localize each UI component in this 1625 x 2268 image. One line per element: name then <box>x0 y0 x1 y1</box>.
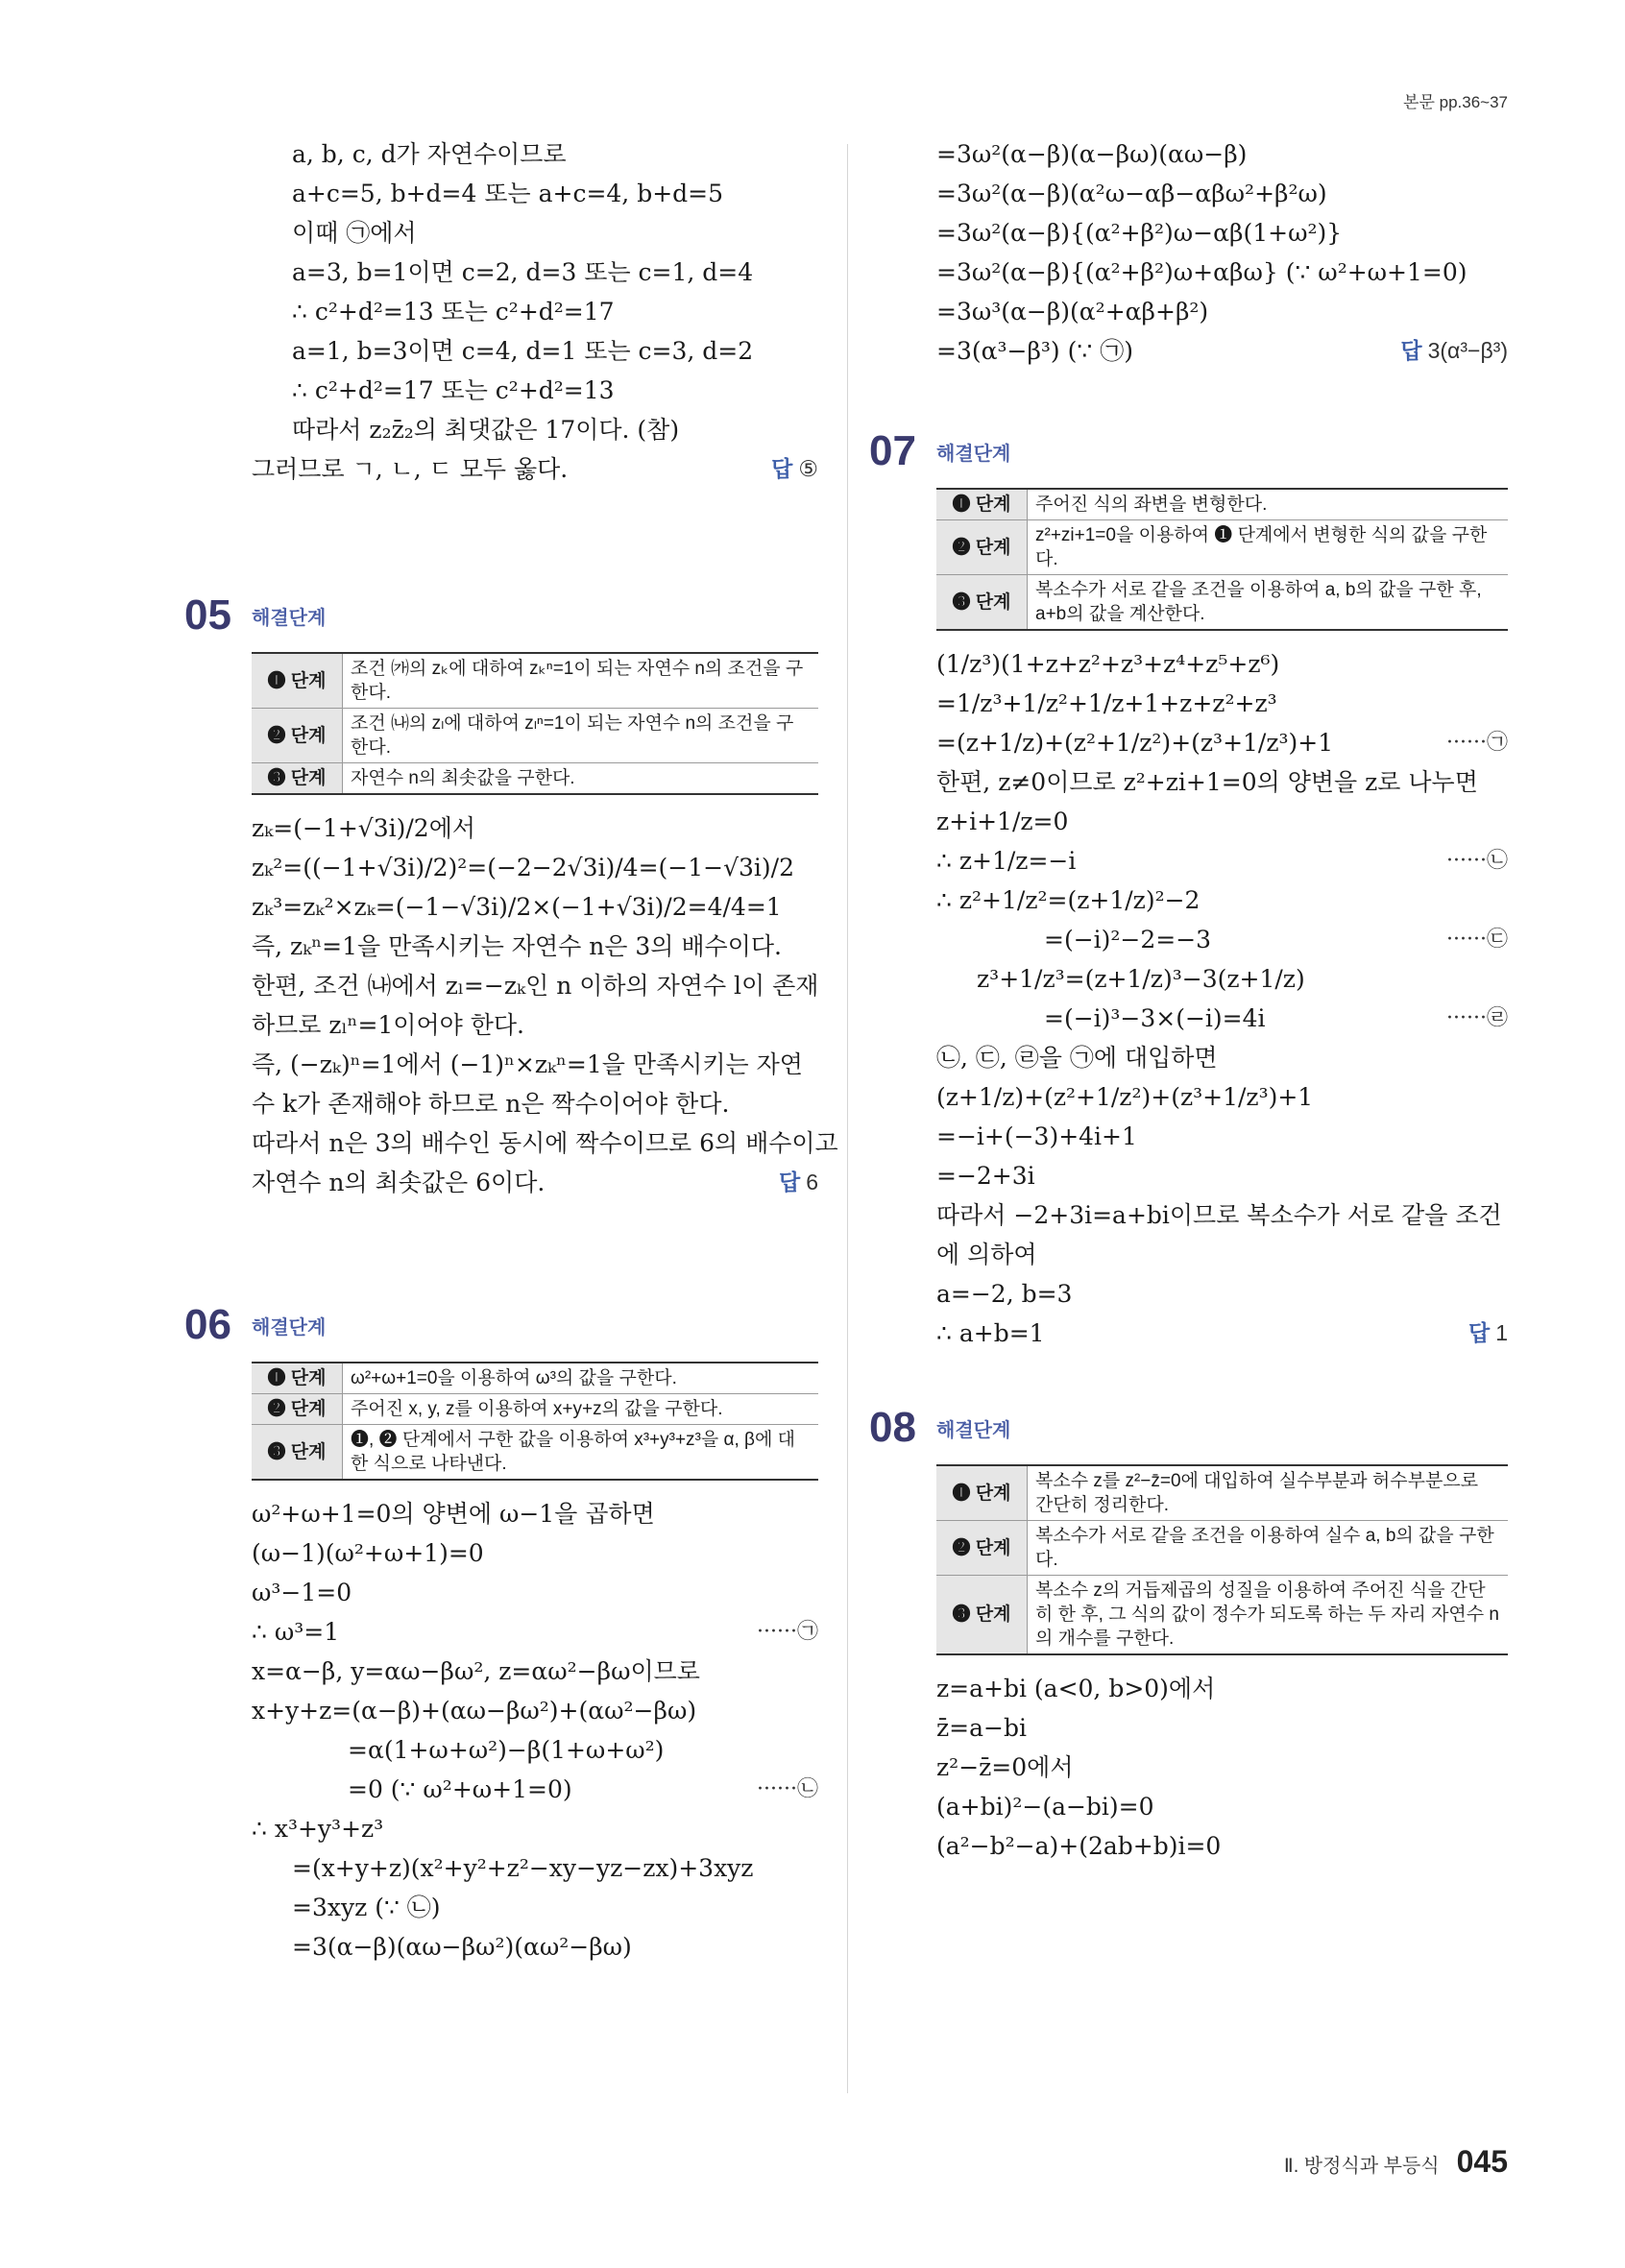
step-number: ❷ 단계 <box>936 1521 1028 1576</box>
text-line: (a+bi)²−(a−bi)=0 <box>936 1793 1154 1821</box>
answer-value: 1 <box>1495 1320 1508 1345</box>
text-line <box>936 644 1508 684</box>
text-line <box>252 1770 818 1809</box>
section-header <box>184 1298 818 1352</box>
text-line <box>936 1077 1508 1117</box>
equation-tag: ······㉠ <box>757 1620 818 1644</box>
equation-text: 따라서 −2+3i=a+bi이므로 복소수가 서로 같을 조건 <box>936 1201 1502 1229</box>
equation-text: =(−i)²−2=−3 <box>1044 926 1212 953</box>
equation-text: ㉡, ㉢, ㉣을 ㉠에 대입하면 <box>936 1044 1218 1072</box>
equation-tag: ······㉠ <box>1446 731 1508 755</box>
step-row <box>252 1394 818 1425</box>
conclusion-text: =3(α³−β³) (∵ ㉠) <box>936 337 1133 365</box>
text-line: 따라서 z₂z̄₂의 최댓값은 17이다. (참) <box>292 416 680 444</box>
equation-block <box>252 1494 818 1966</box>
text-line <box>936 684 1508 723</box>
text-line <box>252 1494 818 1533</box>
equation-text: (1/z³)(1+z+z²+z³+z⁴+z⁵+z⁶) <box>936 650 1280 678</box>
equation-tag: ······㉡ <box>757 1777 818 1801</box>
step-text: 복소수가 서로 같을 조건을 이용하여 실수 a, b의 값을 구한다. <box>1028 1521 1509 1576</box>
equation-tag: ······㉣ <box>1446 1006 1508 1030</box>
step-row <box>252 763 818 795</box>
section-label: 해결단계 <box>252 1316 327 1339</box>
conclusion-text: ∴ a+b=1 <box>936 1319 1045 1347</box>
text-line: (a²−b²−a)+(2ab+b)i=0 <box>936 1832 1222 1860</box>
step-number: ❶ 단계 <box>936 489 1028 520</box>
text-line <box>936 1195 1508 1235</box>
conclusion-line <box>936 1314 1508 1353</box>
equation-text: =3xyz (∵ ㉡) <box>292 1894 441 1921</box>
text-line: =3ω³(α−β)(α²+αβ+β²) <box>936 298 1209 326</box>
equation-text: =−i+(−3)+4i+1 <box>936 1122 1137 1150</box>
text-line: 이때 ㉠에서 <box>292 219 417 247</box>
equation-text: =0 (∵ ω²+ω+1=0) <box>348 1775 572 1803</box>
step-text: 주어진 x, y, z를 이용하여 x+y+z의 값을 구한다. <box>343 1394 819 1425</box>
text-line: ∴ c²+d²=17 또는 c²+d²=13 <box>292 376 615 404</box>
text-line: a=3, b=1이면 c=2, d=3 또는 c=1, d=4 <box>292 258 754 286</box>
text-line: a, b, c, d가 자연수이므로 <box>292 140 567 168</box>
text-line <box>936 999 1508 1038</box>
answer-badge <box>771 449 818 489</box>
solution-04-continuation <box>252 134 818 489</box>
section-label: 해결단계 <box>936 1419 1011 1441</box>
equation-text: x+y+z=(α−β)+(αω−βω²)+(αω²−βω) <box>252 1697 697 1725</box>
equation-text: 에 의하여 <box>936 1241 1037 1268</box>
step-text: ω²+ω+1=0을 이용하여 ω³의 값을 구한다. <box>343 1363 819 1394</box>
solution-06-continuation <box>936 134 1508 371</box>
equation-text: =(−i)³−3×(−i)=4i <box>1044 1004 1266 1032</box>
text-line <box>936 723 1508 762</box>
step-text: 조건 ㈎의 zₖ에 대하여 zₖⁿ=1이 되는 자연수 n의 조건을 구한다. <box>343 653 819 709</box>
chapter-title: Ⅱ. 방정식과 부등식 <box>1283 2156 1440 2177</box>
equation-text: z+i+1/z=0 <box>936 808 1069 835</box>
solution-07 <box>869 424 1508 1353</box>
step-text: 복소수 z의 거듭제곱의 성질을 이용하여 주어진 식을 간단히 한 후, 그 식의 값이 정수가 되도록 하는 두 자리 자연수 n의 개수를 구한다. <box>1028 1576 1509 1655</box>
text-line <box>252 1927 818 1966</box>
conclusion-text: 자연수 n의 최솟값은 6이다. <box>252 1169 546 1196</box>
answer-badge <box>1400 331 1508 371</box>
answer-value: 6 <box>806 1170 818 1194</box>
step-number: ❸ 단계 <box>936 575 1028 631</box>
text-line <box>936 959 1508 999</box>
section-label: 해결단계 <box>252 607 327 629</box>
equation-block <box>936 644 1508 1314</box>
equation-text: =(x+y+z)(x²+y²+z²−xy−yz−zx)+3xyz <box>292 1854 754 1882</box>
step-row <box>936 489 1508 520</box>
equation-tag: ······㉡ <box>1446 849 1508 873</box>
text-line <box>936 841 1508 881</box>
step-row <box>252 709 818 763</box>
step-number: ❶ 단계 <box>936 1465 1028 1521</box>
step-text: 자연수 n의 최솟값을 구한다. <box>343 763 819 795</box>
page-number: 045 <box>1456 2144 1508 2179</box>
text-line <box>252 1612 818 1652</box>
text-line: 하므로 zₗⁿ=1이어야 한다. <box>252 1011 524 1039</box>
column-divider <box>847 144 848 2093</box>
section-header <box>869 1401 1508 1455</box>
conclusion-line <box>936 331 1508 371</box>
answer-label: 답 <box>778 1170 801 1194</box>
text-line <box>936 881 1508 920</box>
equation-text: =1/z³+1/z²+1/z+1+z+z²+z³ <box>936 689 1277 717</box>
text-line: z²−z̄=0에서 <box>936 1753 1074 1781</box>
step-number: ❸ 단계 <box>252 763 343 795</box>
equation-text: ∴ z²+1/z²=(z+1/z)²−2 <box>936 886 1201 914</box>
section-header <box>184 589 818 642</box>
solution-08 <box>869 1401 1508 1866</box>
text-line: 수 k가 존재해야 하므로 n은 짝수이어야 한다. <box>252 1090 730 1118</box>
text-line <box>252 1730 818 1770</box>
step-number: ❷ 단계 <box>252 709 343 763</box>
conclusion-line <box>252 1163 818 1202</box>
step-row <box>936 1521 1508 1576</box>
text-line: =3ω²(α−β){(α²+β²)ω−αβ(1+ω²)} <box>936 219 1343 247</box>
step-text: 주어진 식의 좌변을 변형한다. <box>1028 489 1509 520</box>
step-row <box>252 1363 818 1394</box>
text-line: 즉, zₖⁿ=1을 만족시키는 자연수 n은 3의 배수이다. <box>252 932 782 960</box>
answer-label: 답 <box>1400 338 1422 363</box>
solution-05 <box>184 589 838 1202</box>
text-line <box>252 1573 818 1612</box>
text-line: =3ω²(α−β){(α²+β²)ω+αβω} (∵ ω²+ω+1=0) <box>936 258 1467 286</box>
right-column <box>869 134 1508 1866</box>
text-line <box>252 1888 818 1927</box>
step-number: ❷ 단계 <box>252 1394 343 1425</box>
equation-text: =3(α−β)(αω−βω²)(αω²−βω) <box>292 1933 632 1961</box>
page-reference: 본문 pp.36~37 <box>1403 93 1508 111</box>
text-line: =3ω²(α−β)(α−βω)(αω−β) <box>936 140 1248 168</box>
steps-table <box>936 1464 1508 1655</box>
section-number: 08 <box>869 1404 916 1451</box>
step-row <box>936 575 1508 631</box>
text-line <box>936 1235 1508 1274</box>
text-line <box>252 1848 818 1888</box>
step-row <box>936 1465 1508 1521</box>
steps-table <box>936 488 1508 631</box>
answer-label: 답 <box>1467 1320 1491 1345</box>
text-line: a=1, b=3이면 c=4, d=1 또는 c=3, d=2 <box>292 337 754 365</box>
text-line <box>936 1156 1508 1195</box>
step-text: 복소수가 서로 같을 조건을 이용하여 a, b의 값을 구한 후, a+b의 값을 계산한다. <box>1028 575 1509 631</box>
text-line: zₖ²=((−1+√3i)/2)²=(−2−2√3i)/4=(−1−√3i)/2 <box>252 854 794 881</box>
text-line <box>252 1691 818 1730</box>
text-line <box>252 1809 818 1848</box>
steps-table <box>252 652 818 795</box>
step-row <box>252 653 818 709</box>
step-row <box>936 1576 1508 1655</box>
conclusion-text: 그러므로 ㄱ, ㄴ, ㄷ 모두 옳다. <box>252 455 569 483</box>
text-line <box>936 802 1508 841</box>
equation-text: =(z+1/z)+(z²+1/z²)+(z³+1/z³)+1 <box>936 729 1334 757</box>
answer-value: 3(α³−β³) <box>1427 338 1508 363</box>
conclusion-line <box>252 449 818 489</box>
step-text: 조건 ㈏의 zₗ에 대하여 zₗⁿ=1이 되는 자연수 n의 조건을 구한다. <box>343 709 819 763</box>
equation-text: =α(1+ω+ω²)−β(1+ω+ω²) <box>348 1736 665 1764</box>
step-text: ❶, ❷ 단계에서 구한 값을 이용하여 x³+y³+z³을 α, β에 대한 식으로 나타낸다. <box>343 1425 819 1481</box>
answer-value: ⑤ <box>798 456 818 481</box>
answer-badge <box>779 1163 818 1202</box>
equation-text: 한편, z≠0이므로 z²+zi+1=0의 양변을 z로 나누면 <box>936 768 1478 796</box>
step-number: ❸ 단계 <box>936 1576 1028 1655</box>
step-text: 복소수 z를 z²−z̄=0에 대입하여 실수부분과 허수부분으로 간단히 정리한다. <box>1028 1465 1509 1521</box>
answer-badge <box>1468 1314 1508 1353</box>
text-line: ∴ c²+d²=13 또는 c²+d²=17 <box>292 298 615 326</box>
section-header <box>869 424 1508 478</box>
equation-tag: ······㉢ <box>1446 928 1508 952</box>
equation-text: ∴ z+1/z=−i <box>936 847 1077 875</box>
step-row <box>936 520 1508 575</box>
text-line <box>936 920 1508 959</box>
equation-text: (ω−1)(ω²+ω+1)=0 <box>252 1539 484 1567</box>
text-line <box>252 1533 818 1573</box>
text-line <box>936 1038 1508 1077</box>
text-line: z=a+bi (a<0, b>0)에서 <box>936 1675 1216 1702</box>
section-number: 05 <box>184 591 231 639</box>
text-line: 즉, (−zₖ)ⁿ=1에서 (−1)ⁿ×zₖⁿ=1을 만족시키는 자연 <box>252 1050 803 1078</box>
text-line: zₖ=(−1+√3i)/2에서 <box>252 814 476 842</box>
step-text: z²+zi+1=0을 이용하여 ❶ 단계에서 변형한 식의 값을 구한다. <box>1028 520 1509 575</box>
left-column <box>184 134 838 1966</box>
text-line: z̄=a−bi <box>936 1714 1027 1742</box>
equation-text: ω³−1=0 <box>252 1579 352 1606</box>
equation-text: z³+1/z³=(z+1/z)³−3(z+1/z) <box>977 965 1305 993</box>
text-line: a+c=5, b+d=4 또는 a+c=4, b+d=5 <box>292 180 724 207</box>
step-number: ❶ 단계 <box>252 1363 343 1394</box>
steps-table <box>252 1362 818 1481</box>
equation-text: (z+1/z)+(z²+1/z²)+(z³+1/z³)+1 <box>936 1083 1314 1111</box>
solution-06 <box>184 1298 818 1966</box>
text-line <box>252 1652 818 1691</box>
text-line: 한편, 조건 ㈏에서 zₗ=−zₖ인 n 이하의 자연수 l이 존재 <box>252 972 819 1000</box>
text-line <box>936 1274 1508 1314</box>
section-label: 해결단계 <box>936 443 1011 465</box>
text-line <box>936 1117 1508 1156</box>
text-line <box>936 762 1508 802</box>
equation-text: a=−2, b=3 <box>936 1280 1073 1308</box>
step-row <box>252 1425 818 1481</box>
equation-text: ∴ ω³=1 <box>252 1618 340 1646</box>
equation-text: =−2+3i <box>936 1162 1035 1190</box>
equation-text: ω²+ω+1=0의 양변에 ω−1을 곱하면 <box>252 1500 655 1528</box>
section-number: 07 <box>869 427 916 474</box>
text-line: =3ω²(α−β)(α²ω−αβ−αβω²+β²ω) <box>936 180 1327 207</box>
page-footer <box>1284 2144 1508 2180</box>
text-line: zₖ³=zₖ²×zₖ=(−1−√3i)/2×(−1+√3i)/2=4/4=1 <box>252 893 782 921</box>
step-number: ❸ 단계 <box>252 1425 343 1481</box>
step-number: ❷ 단계 <box>936 520 1028 575</box>
section-number: 06 <box>184 1301 231 1348</box>
step-number: ❶ 단계 <box>252 653 343 709</box>
answer-label: 답 <box>771 456 793 481</box>
equation-text: ∴ x³+y³+z³ <box>252 1815 384 1843</box>
equation-text: x=α−β, y=αω−βω², z=αω²−βω이므로 <box>252 1657 700 1685</box>
text-line: 따라서 n은 3의 배수인 동시에 짝수이므로 6의 배수이고 <box>252 1129 838 1157</box>
